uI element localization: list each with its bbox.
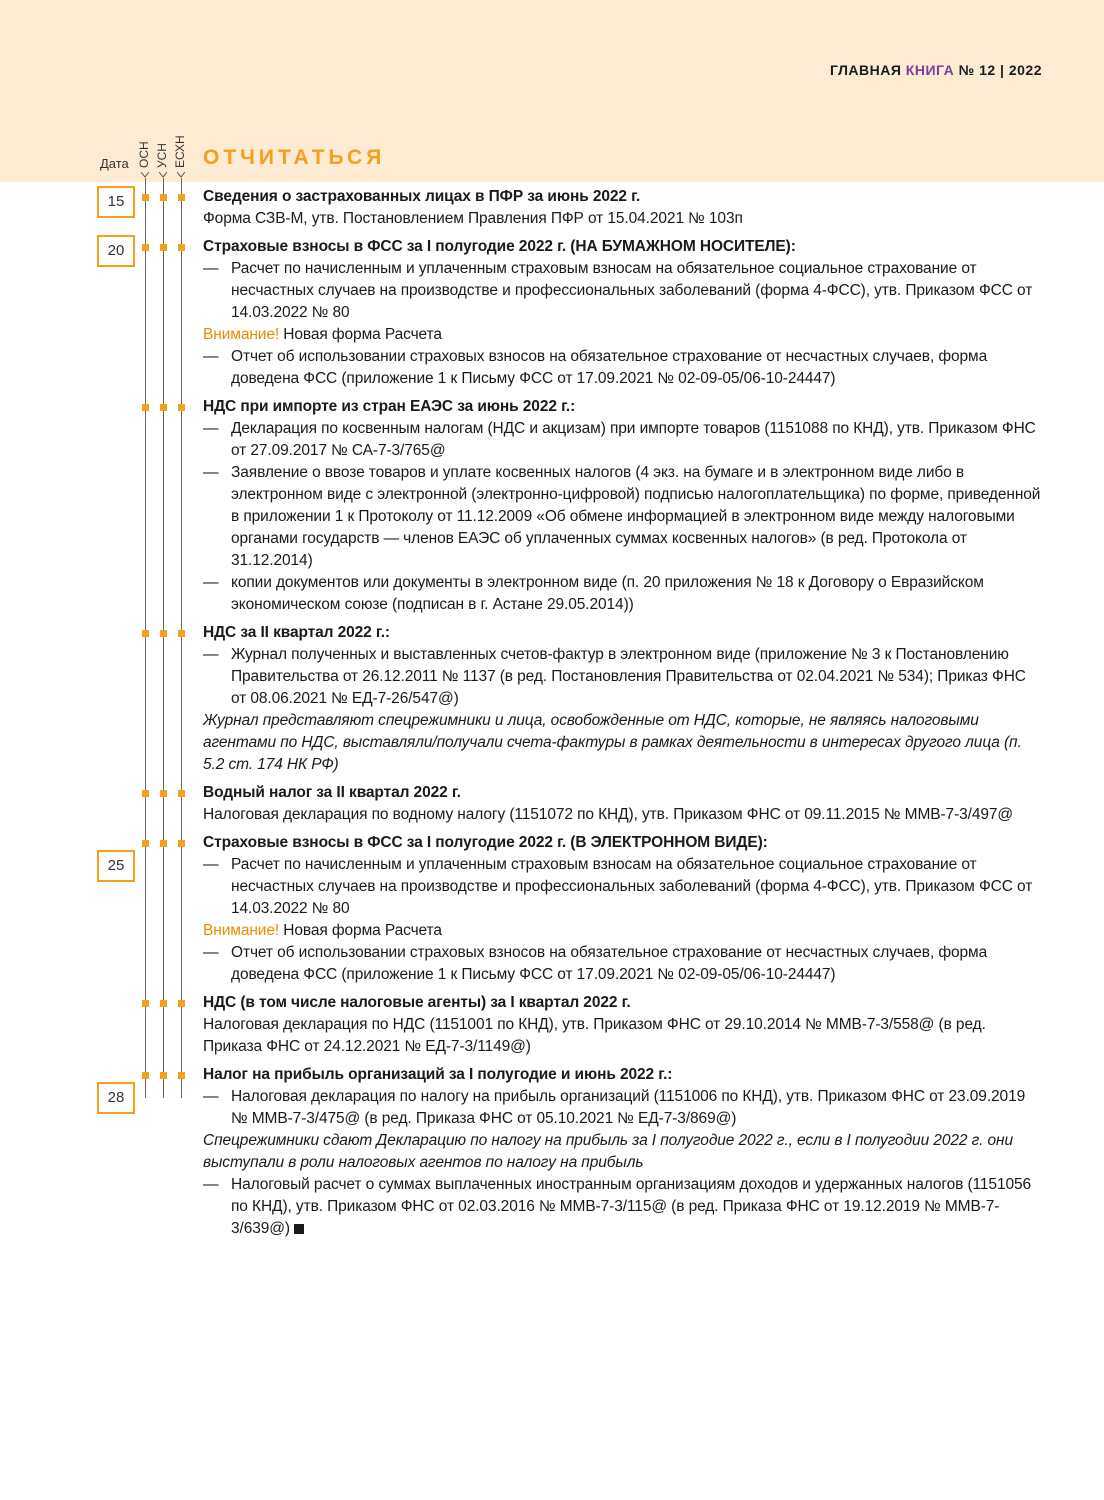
- entry-item: Журнал полученных и выставленных счетов-фактур в электронном виде (приложение № 3 к Постановлению Правительства от 26.12.2011 № 1137 (в ред. Постановления Правительства от 02.04.2021 № 534); Приказ ФНС от 08.06.2021 № ЕД-7-26/547@): [231, 646, 1026, 707]
- entry-item: Расчет по начисленным и уплаченным страховым взносам на обязательное социальное страхование от несчастных случаев на производстве и профессиональных заболеваний (форма 4-ФСС), утв. Приказом ФСС от 14.03.2022 № 80: [231, 260, 1033, 321]
- usn-timeline-line: [163, 178, 164, 1098]
- regime-marker: [160, 790, 167, 797]
- attention-label: Внимание!: [203, 326, 280, 343]
- entry-item: Налоговый расчет о суммах выплаченных иностранным организациям доходов и удержанных налогов (1151056 по КНД), утв. Приказом ФНС от 02.03.2016 № ММВ-7-3/115@ (в ред. Приказа ФНС от 19.12.2019 № ММВ-7-3/639@): [231, 1176, 1032, 1237]
- issue-number: № 12 | 2022: [958, 62, 1042, 78]
- eshn-column-label: ЕСХН: [173, 135, 187, 168]
- list-item: Налог на прибыль организаций за I полугодие и июнь 2022 г.: — Налоговая декларация по налогу на прибыль организаций (1151006 по КНД), утв. Приказом ФНС от 23.09.2019 № ММВ-7-3/475@ (в ред. Приказа ФНС от 05.10.2021 № ЕД-7-3/869@) Спецрежимники сдают Декларацию по налогу на прибыль за I полугодие 2022 г., если в I полугодии 2022 г. они выступали в роли налоговых агентов по налогу на прибыль — Налоговый расчет о суммах выплаченных иностранным организациям доходов и удержанных налогов (1151056 по КНД), утв. Приказом ФНС от 02.03.2016 № ММВ-7-3/115@ (в ред. Приказа ФНС от 19.12.2019 № ММВ-7-3/639@): [203, 1064, 1043, 1240]
- regime-marker: [178, 404, 185, 411]
- entry-note: Журнал представляют спецрежимники и лица, освобожденные от НДС, которые, не являясь налоговыми агентами по НДС, выставляли/получали счета-фактуры в рамках деятельности в интересах другого лица (п. 5.2 ст. 174 НК РФ): [203, 712, 1022, 773]
- entry-title: НДС за II квартал 2022 г.:: [203, 624, 390, 641]
- regime-marker: [160, 840, 167, 847]
- regime-marker: [178, 840, 185, 847]
- entry-item: Налоговая декларация по налогу на прибыль организаций (1151006 по КНД), утв. Приказом ФНС от 23.09.2019 № ММВ-7-3/475@ (в ред. Приказа ФНС от 05.10.2021 № ЕД-7-3/869@): [231, 1088, 1026, 1127]
- entry-title: НДС при импорте из стран ЕАЭС за июнь 2022 г.:: [203, 398, 576, 415]
- entry-note: Спецрежимники сдают Декларацию по налогу на прибыль за I полугодие 2022 г., если в I полугодии 2022 г. они выступали в роли налоговых агентов по налогу на прибыль: [203, 1132, 1014, 1171]
- brand-accent: КНИГА: [905, 62, 955, 78]
- date-box: 25: [97, 850, 135, 882]
- entry-item: Отчет об использовании страховых взносов на обязательное страхование от несчастных случаев, форма доведена ФСС (приложение 1 к Письму ФСС от 17.09.2021 № 02-09-05/06-10-24447): [231, 944, 988, 983]
- masthead: [830, 62, 1042, 78]
- regime-marker: [178, 194, 185, 201]
- list-item: Страховые взносы в ФСС за I полугодие 2022 г. (В ЭЛЕКТРОННОМ ВИДЕ): — Расчет по начисленным и уплаченным страховым взносам на обязательное социальное страхование от несчастных случаев на производстве и профессиональных заболеваний (форма 4-ФСС), утв. Приказом ФСС от 14.03.2022 № 80 Внимание! Новая форма Расчета — Отчет об использовании страховых взносов на обязательное страхование от несчастных случаев, форма доведена ФСС (приложение 1 к Письму ФСС от 17.09.2021 № 02-09-05/06-10-24447): [203, 832, 1043, 986]
- list-item: [203, 782, 1043, 826]
- date-box: 28: [97, 1082, 135, 1114]
- regime-marker: [142, 1000, 149, 1007]
- entry-text: Форма СЗВ-М, утв. Постановлением Правления ПФР от 15.04.2021 № 103п: [203, 210, 743, 227]
- regime-marker: [160, 194, 167, 201]
- regime-marker: [142, 630, 149, 637]
- regime-marker: [160, 1000, 167, 1007]
- brand-main: ГЛАВНАЯ: [829, 62, 902, 78]
- entry-title: Сведения о застрахованных лицах в ПФР за июнь 2022 г.: [203, 188, 641, 205]
- entry-item: Отчет об использовании страховых взносов на обязательное страхование от несчастных случаев, форма доведена ФСС (приложение 1 к Письму ФСС от 17.09.2021 № 02-09-05/06-10-24447): [231, 348, 988, 387]
- regime-marker: [160, 244, 167, 251]
- date-box: 20: [97, 235, 135, 267]
- osn-column-label: ОСН: [137, 141, 151, 168]
- entry-item: Декларация по косвенным налогам (НДС и акцизам) при импорте товаров (1151088 по КНД), утв. Приказом ФНС от 27.09.2017 № СА-7-3/765@: [231, 420, 1036, 459]
- entry-title: Страховые взносы в ФСС за I полугодие 2022 г. (В ЭЛЕКТРОННОМ ВИДЕ):: [203, 834, 768, 851]
- date-column-label: Дата: [100, 156, 129, 171]
- usn-column-label: УСН: [155, 143, 169, 168]
- entry-text: Налоговая декларация по НДС (1151001 по КНД), утв. Приказом ФНС от 29.10.2014 № ММВ-7-3/558@ (в ред. Приказа ФНС от 24.12.2021 № ЕД-7-3/1149@): [203, 1016, 986, 1055]
- eshn-timeline-line: [181, 178, 182, 1098]
- list-item: Страховые взносы в ФСС за I полугодие 2022 г. (НА БУМАЖНОМ НОСИТЕЛЕ): — Расчет по начисленным и уплаченным страховым взносам на обязательное социальное страхование от несчастных случаев на производстве и профессиональных заболеваний (форма 4-ФСС), утв. Приказом ФСС от 14.03.2022 № 80 Внимание! Новая форма Расчета — Отчет об использовании страховых взносов на обязательное страхование от несчастных случаев, форма доведена ФСС (приложение 1 к Письму ФСС от 17.09.2021 № 02-09-05/06-10-24447): [203, 236, 1043, 390]
- regime-marker: [178, 630, 185, 637]
- regime-marker: [142, 840, 149, 847]
- entry-text: Налоговая декларация по водному налогу (1151072 по КНД), утв. Приказом ФНС от 09.11.2015 № ММВ-7-3/497@: [203, 806, 1014, 823]
- regime-marker: [178, 1000, 185, 1007]
- entry-item: Заявление о ввозе товаров и уплате косвенных налогов (4 экз. на бумаге и в электронном виде либо в электронном виде с электронной (электронно-цифровой) подписью налогоплательщика) по форме, приведенной в приложении 1 к Протоколу от 11.12.2009 «Об обмене информацией в электронном виде между налоговыми органами государств — членов ЕАЭС об уплаченных суммах косвенных налогов» (в ред. Протокола от 31.12.2014): [231, 464, 1041, 569]
- list-item: НДС при импорте из стран ЕАЭС за июнь 2022 г.: — Декларация по косвенным налогам (НДС и акцизам) при импорте товаров (1151088 по КНД), утв. Приказом ФНС от 27.09.2017 № СА-7-3/765@ — Заявление о ввозе товаров и уплате косвенных налогов (4 экз. на бумаге и в электронном виде либо в электронном виде с электронной (электронно-цифровой) подписью налогоплательщика) по форме, приведенной в приложении 1 к Протоколу от 11.12.2009 «Об обмене информацией в электронном виде между налоговыми органами государств — членов ЕАЭС об уплаченных суммах косвенных налогов» (в ред. Протокола от 31.12.2014) — копии документов или документы в электронном виде (п. 20 приложения № 18 к Договору о Евразийском экономическом союзе (подписан в г. Астане 29.05.2014)): [203, 396, 1043, 616]
- attention-text: Новая форма Расчета: [279, 922, 442, 939]
- regime-marker: [178, 244, 185, 251]
- regime-marker: [178, 1072, 185, 1079]
- regime-marker: [142, 1072, 149, 1079]
- list-item: [203, 992, 1043, 1058]
- attention-label: Внимание!: [203, 922, 280, 939]
- regime-marker: [142, 790, 149, 797]
- list-item: [203, 186, 1043, 230]
- entry-title: Страховые взносы в ФСС за I полугодие 2022 г. (НА БУМАЖНОМ НОСИТЕЛЕ):: [203, 238, 796, 255]
- end-of-article-mark: [294, 1224, 304, 1234]
- section-title: ОТЧИТАТЬСЯ: [203, 146, 386, 169]
- regime-marker: [178, 790, 185, 797]
- attention-text: Новая форма Расчета: [279, 326, 442, 343]
- regime-marker: [160, 630, 167, 637]
- regime-marker: [142, 404, 149, 411]
- regime-marker: [160, 1072, 167, 1079]
- date-box: 15: [97, 186, 135, 218]
- regime-marker: [142, 194, 149, 201]
- entry-title: Водный налог за II квартал 2022 г.: [203, 784, 461, 801]
- regime-marker: [142, 244, 149, 251]
- entry-item: копии документов или документы в электронном виде (п. 20 приложения № 18 к Договору о Евразийском экономическом союзе (подписан в г. Астане 29.05.2014)): [231, 574, 984, 613]
- report-list: [203, 186, 1043, 1246]
- entry-item: Расчет по начисленным и уплаченным страховым взносам на обязательное социальное страхование от несчастных случаев на производстве и профессиональных заболеваний (форма 4-ФСС), утв. Приказом ФСС от 14.03.2022 № 80: [231, 856, 1033, 917]
- list-item: НДС за II квартал 2022 г.: — Журнал полученных и выставленных счетов-фактур в электронном виде (приложение № 3 к Постановлению Правительства от 26.12.2011 № 1137 (в ред. Постановления Правительства от 02.04.2021 № 534); Приказ ФНС от 08.06.2021 № ЕД-7-26/547@) Журнал представляют спецрежимники и лица, освобожденные от НДС, которые, не являясь налоговыми агентами по НДС, выставляли/получали счета-фактуры в рамках деятельности в интересах другого лица (п. 5.2 ст. 174 НК РФ): [203, 622, 1043, 776]
- entry-title: НДС (в том числе налоговые агенты) за I квартал 2022 г.: [203, 994, 631, 1011]
- regime-marker: [160, 404, 167, 411]
- osn-timeline-line: [145, 178, 146, 1098]
- entry-title: Налог на прибыль организаций за I полугодие и июнь 2022 г.:: [203, 1066, 673, 1083]
